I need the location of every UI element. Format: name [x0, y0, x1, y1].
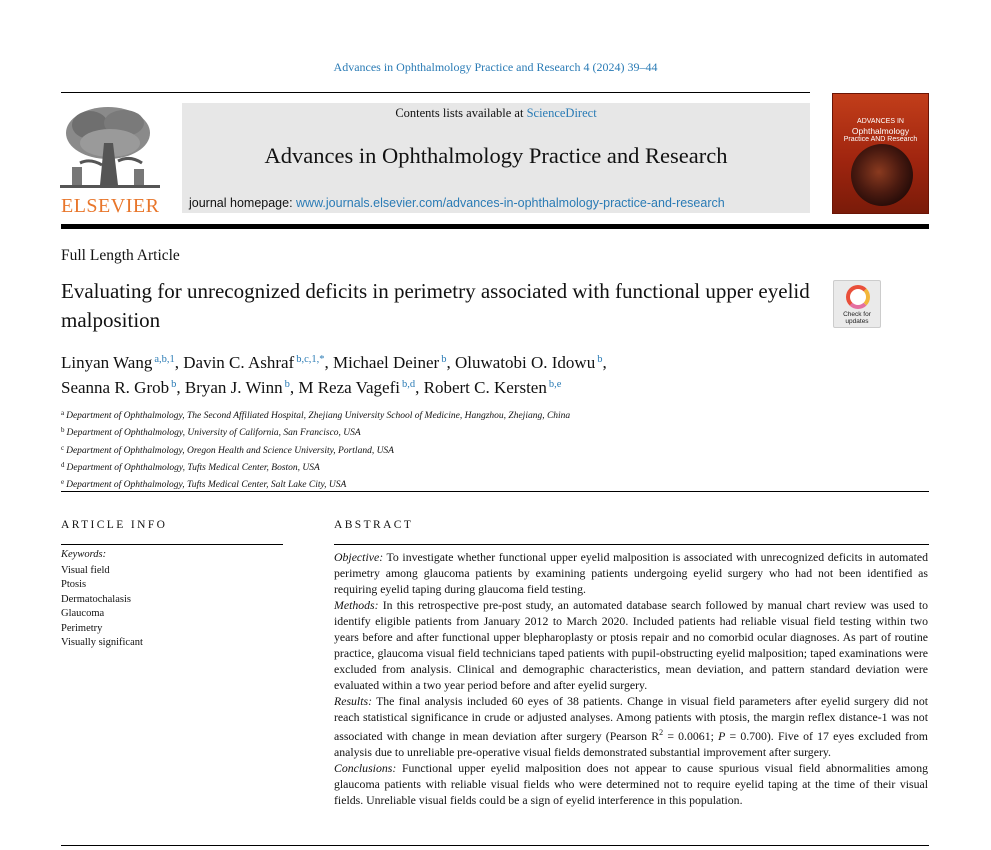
author-affil-ref[interactable]: b,c,1,*	[296, 354, 325, 365]
publisher-wordmark: ELSEVIER	[61, 195, 160, 217]
keyword-item[interactable]: Visual field	[61, 565, 110, 576]
abstract-rule	[334, 544, 929, 545]
sciencedirect-link[interactable]: ScienceDirect	[526, 106, 597, 120]
affiliation-key: e	[61, 478, 65, 487]
abstract-objective	[334, 549, 928, 597]
journal-homepage	[189, 196, 725, 210]
results-text-3: = 0.700). Five of 17 eyes excluded from analysis due to unreliable pre-operative visual fields demonstrated substantial improvement after surgery.	[334, 728, 928, 759]
author-separator: ,	[446, 353, 455, 372]
affiliation-item	[61, 475, 570, 492]
article-info-rule	[61, 544, 283, 545]
keyword-item[interactable]: Ptosis	[61, 579, 87, 591]
check-updates-label	[834, 311, 880, 325]
author-affil-ref[interactable]: b,d	[401, 379, 416, 390]
affiliation-text: Department of Ophthalmology, University of California, San Francisco, USA	[66, 428, 361, 439]
author[interactable]	[333, 353, 446, 372]
homepage-link[interactable]: www.journals.elsevier.com/advances-in-ophthalmology-practice-and-research	[296, 196, 725, 210]
abstract-body	[334, 549, 928, 808]
author-separator: ,	[289, 378, 299, 397]
affiliation-list	[61, 406, 570, 492]
affiliation-text: Department of Ophthalmology, The Second Affiliated Hospital, Zhejiang University School of Medicine, Hangzhou, Zhejiang, China	[66, 411, 571, 421]
author-separator: ,	[602, 353, 607, 372]
author-separator: ,	[176, 378, 185, 397]
cover-line-1: ADVANCES IN	[857, 118, 904, 125]
keyword-item[interactable]: Perimetry	[61, 622, 103, 634]
author[interactable]	[455, 353, 602, 372]
check-updates-icon	[846, 285, 870, 309]
author-affil-ref[interactable]: b	[284, 379, 290, 390]
abstract-heading: ABSTRACT	[334, 519, 414, 531]
author-affil-ref[interactable]: b	[597, 354, 603, 365]
methods-label: Methods:	[334, 598, 379, 612]
keywords-label: Keywords:	[61, 549, 107, 560]
author-separator: ,	[415, 378, 424, 397]
conclusions-label: Conclusions:	[334, 760, 397, 775]
results-label: Results:	[334, 694, 373, 708]
author[interactable]	[185, 378, 290, 397]
article-info-heading: ARTICLE INFO	[61, 519, 168, 531]
results-p-symbol: P	[718, 728, 726, 743]
author-list	[61, 349, 921, 399]
affiliation-key: c	[61, 443, 65, 452]
cover-line-2: Ophthalmology	[851, 126, 910, 136]
author[interactable]	[183, 353, 324, 372]
journal-masthead	[182, 103, 810, 213]
contents-line	[182, 106, 810, 121]
author-name[interactable]: Davin C. Ashraf	[183, 353, 295, 372]
affiliation-item	[61, 441, 570, 458]
affiliation-text: Department of Ophthalmology, Oregon Health and Science University, Portland, USA	[66, 445, 394, 456]
objective-label: Objective:	[334, 550, 384, 564]
results-text: The final analysis included 60 eyes of 38 patients. Change in visual field parameters after eyelid surgery did not reach statistical significance in crude or adjusted analyses. Among patients with ptosis, the margin reflex distance-1 was not associated with change in mean deviation after surgery (Pearson R	[334, 694, 928, 743]
author-affil-ref[interactable]: b	[441, 354, 447, 365]
keyword-item[interactable]: Visually significant	[61, 637, 143, 649]
top-rule	[61, 92, 810, 93]
bottom-rule	[61, 845, 929, 846]
cover-title	[833, 118, 928, 144]
journal-title: Advances in Ophthalmology Practice and Research	[264, 143, 728, 168]
homepage-label: journal homepage:	[189, 196, 297, 210]
affiliation-text: Department of Ophthalmology, Tufts Medical Center, Boston, USA	[66, 462, 320, 473]
author-affil-ref[interactable]: b	[171, 379, 177, 390]
author-name[interactable]: Seanna R. Grob	[61, 378, 170, 397]
running-head[interactable]: Advances in Ophthalmology Practice and Research 4 (2024) 39–44	[333, 60, 658, 74]
author-name[interactable]: Linyan Wang	[61, 353, 153, 372]
author[interactable]	[61, 353, 175, 372]
author-separator: ,	[324, 353, 334, 372]
author[interactable]	[298, 378, 415, 397]
section-divider	[61, 491, 929, 492]
results-superscript: 2	[659, 728, 664, 737]
abstract-conclusions	[334, 760, 928, 808]
affiliation-item	[61, 458, 570, 475]
article-type: Full Length Article	[61, 247, 180, 264]
check-updates-line-1: Check for	[843, 311, 871, 318]
check-updates-line-2: updates	[845, 318, 869, 325]
tree-logo-icon	[60, 103, 160, 193]
affiliation-item	[61, 406, 570, 423]
abstract-methods	[334, 597, 928, 693]
author[interactable]	[424, 378, 562, 397]
methods-text: In this retrospective pre-post study, an automated database search followed by manual chart review was used to identify eligible patients from January 2012 to March 2020. Included patients had reliable visual field testing within two years before and after functional upper blepharoplasty or ptosis repair and no comorbid ocular diagnoses. As part of routine practice, glaucoma visual field technicians taped patients with pupil-obstructing eyelid malposition; taped examinations were excluded from analysis. Clinical and demographic characteristics, mean deviation, and pattern standard deviation were evaluated within a two year period before and after eyelid surgery.	[334, 598, 928, 692]
conclusions-text: Functional upper eyelid malposition does not appear to cause spurious visual field abnormalities among glaucoma patients with reliable visual fields who were determined not to require eyelid taping at the time of their visual fields. Unreliable visual fields could be a sign of eyelid interference in this population.	[334, 760, 928, 807]
affiliation-key: d	[61, 460, 65, 469]
keywords-list	[61, 564, 143, 650]
affiliation-text: Department of Ophthalmology, Tufts Medical Center, Salt Lake City, USA	[66, 480, 347, 491]
header-thick-rule	[61, 224, 929, 229]
keyword-item[interactable]: Glaucoma	[61, 608, 105, 620]
author-affil-ref[interactable]: a,b,1	[154, 354, 175, 365]
contents-prefix: Contents lists available at	[395, 106, 527, 120]
author-separator: ,	[174, 353, 184, 372]
affiliation-key: a	[61, 409, 65, 417]
author-affil-ref[interactable]: b,e	[548, 379, 562, 390]
affiliation-item	[61, 423, 570, 440]
cover-line-3: Practice AND Research	[843, 136, 918, 143]
author-name[interactable]: Oluwatobi O. Idowu	[454, 353, 596, 372]
author-name[interactable]: M Reza Vagefi	[298, 378, 400, 397]
journal-cover-thumbnail[interactable]	[832, 93, 929, 214]
check-for-updates-button[interactable]	[833, 280, 881, 328]
article-title: Evaluating for unrecognized deficits in perimetry associated with functional upper eyelid malposition	[61, 279, 810, 332]
author-name[interactable]: Michael Deiner	[333, 353, 440, 372]
author[interactable]	[61, 378, 176, 397]
abstract-results	[334, 693, 928, 760]
affiliation-key: b	[61, 426, 65, 435]
keyword-item[interactable]: Dermatochalasis	[61, 593, 131, 605]
results-text-2: = 0.0061;	[663, 728, 719, 743]
author-name[interactable]: Bryan J. Winn	[184, 378, 283, 397]
cover-eye-image	[851, 144, 913, 206]
objective-text: To investigate whether functional upper eyelid malposition is associated with unrecognized deficits in automated perimetry among glaucoma patients by examining patients undergoing eyelid surgery who had not been identified as requiring eyelid taping during glaucoma field testing.	[334, 550, 928, 596]
author-name[interactable]: Robert C. Kersten	[423, 378, 547, 397]
